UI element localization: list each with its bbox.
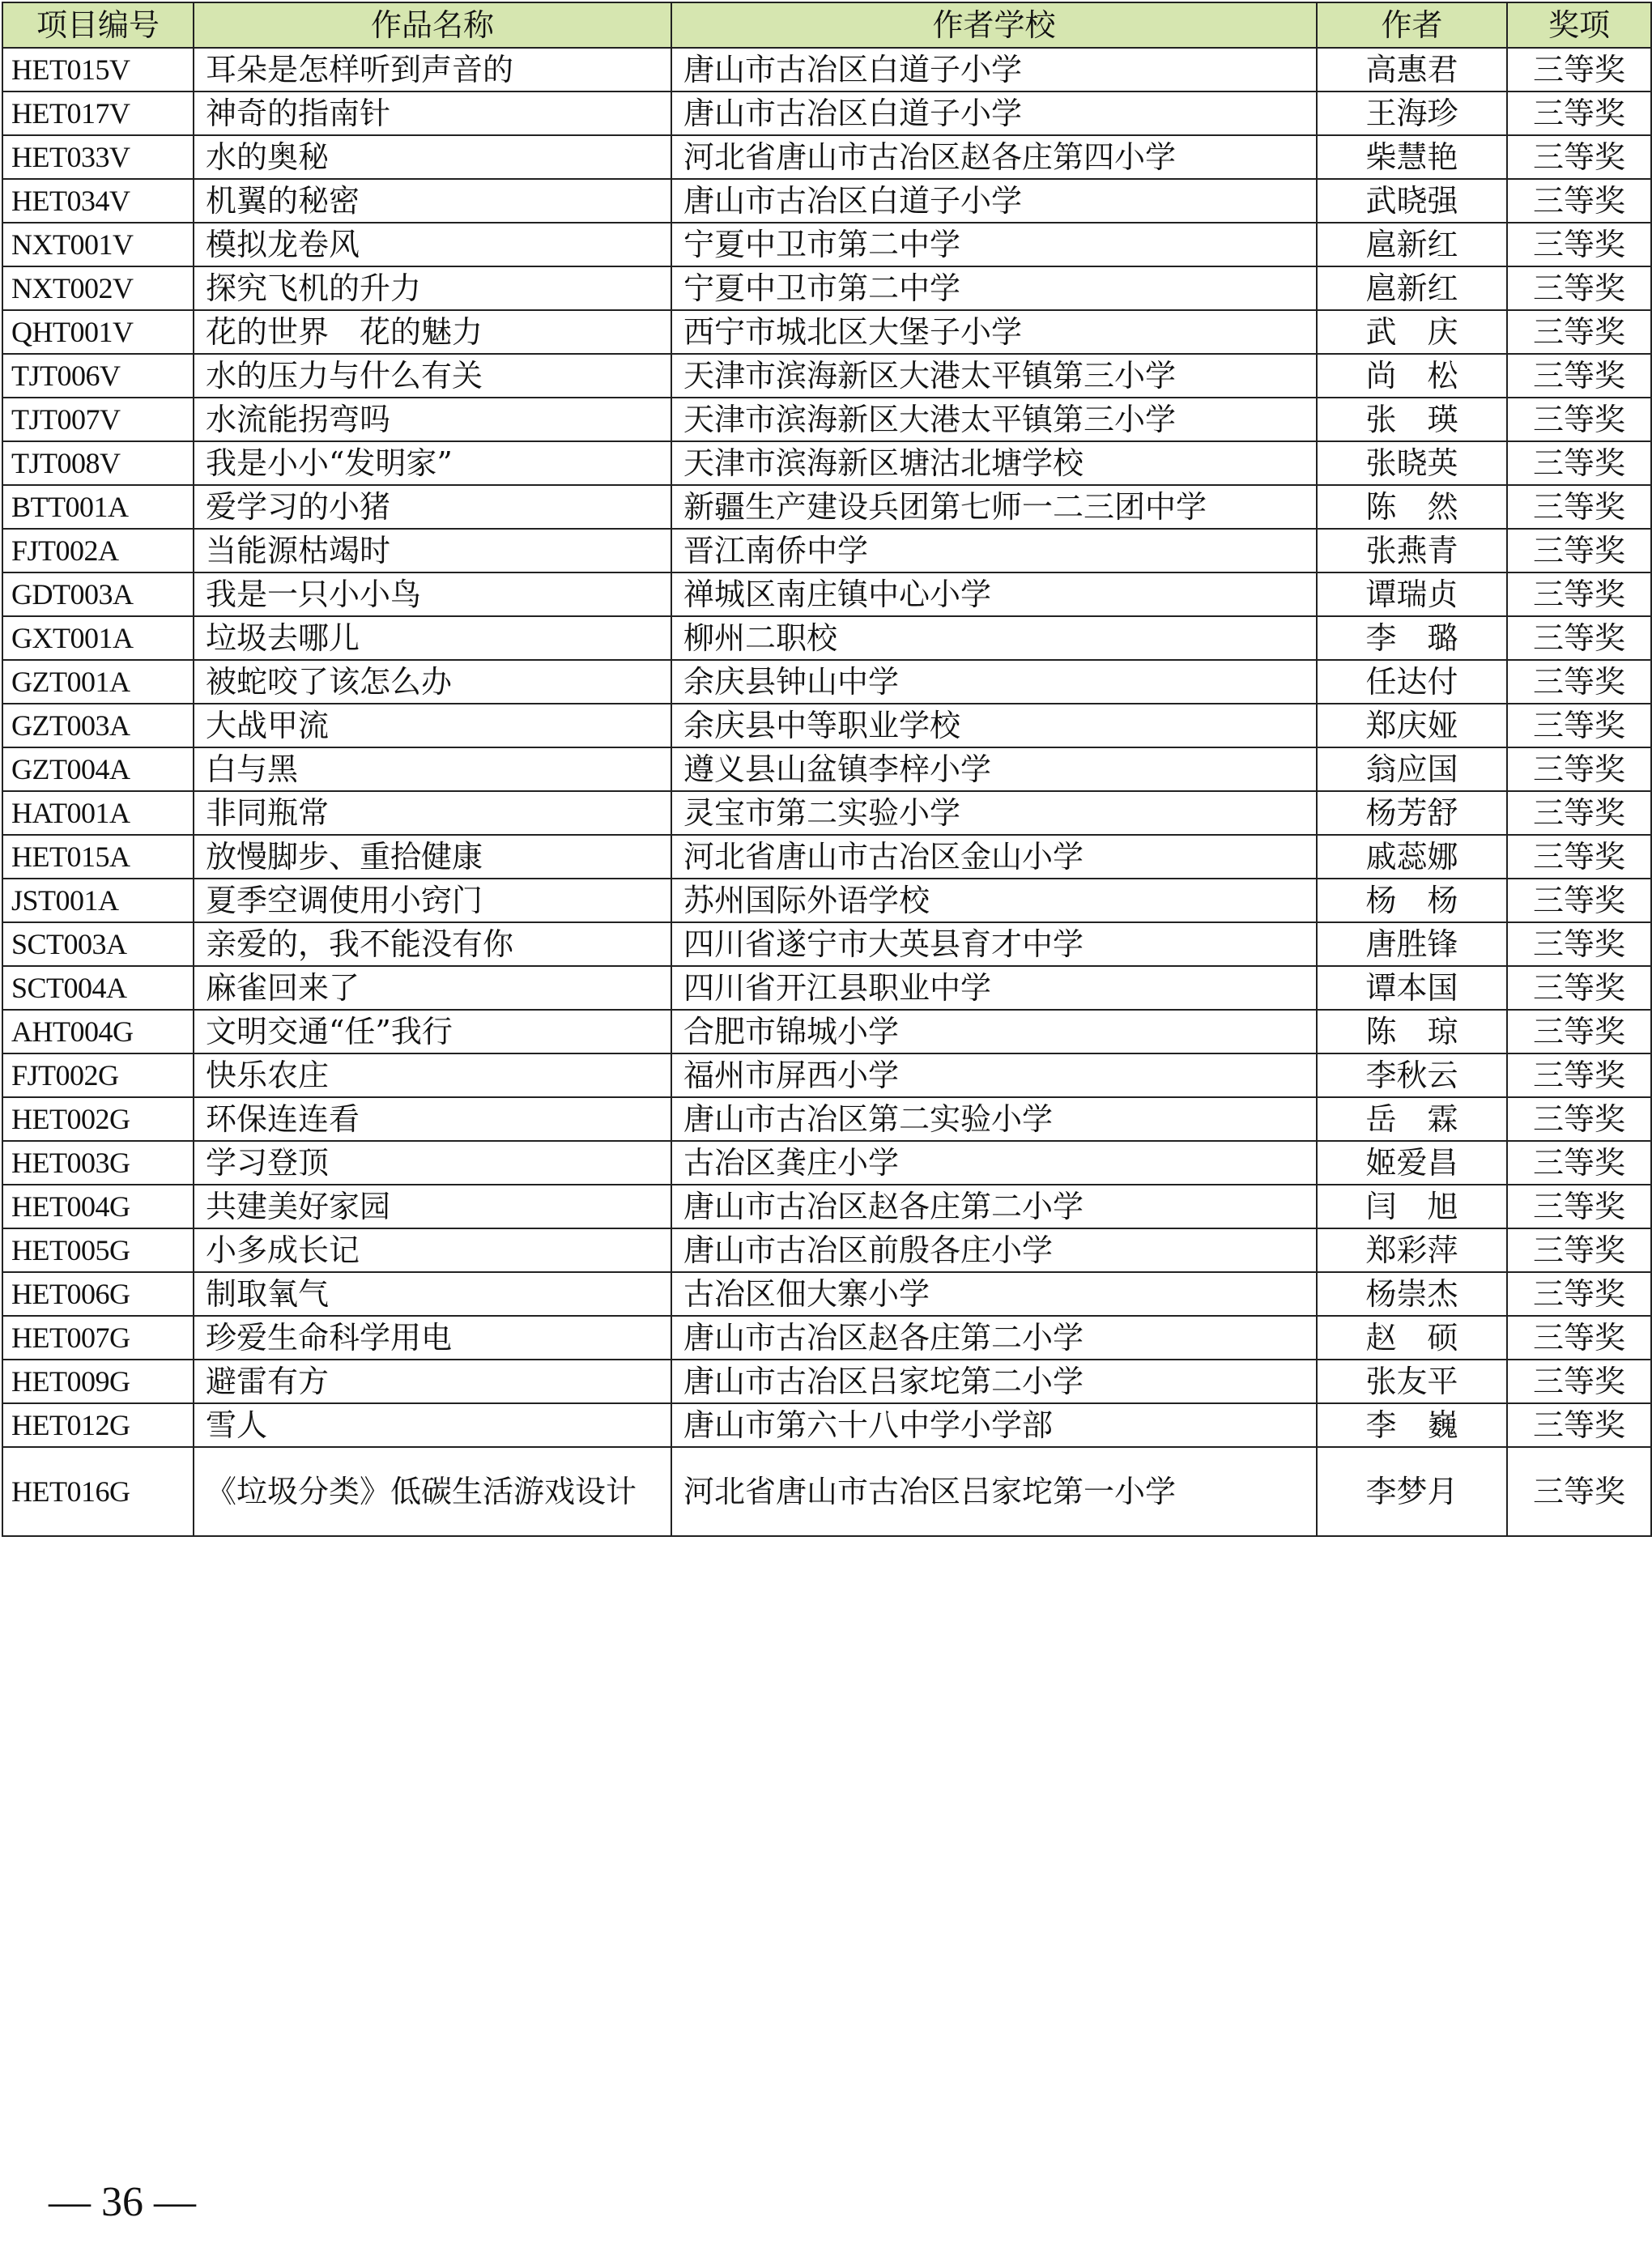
award-cell: 三等奖 (1507, 1447, 1651, 1536)
school-cell: 唐山市第六十八中学小学部 (671, 1403, 1317, 1447)
project-id-cell: TJT006V (2, 354, 194, 398)
school-cell: 天津市滨海新区大港太平镇第三小学 (671, 398, 1317, 441)
school-cell: 唐山市古冶区白道子小学 (671, 48, 1317, 92)
school-cell: 天津市滨海新区塘沽北塘学校 (671, 441, 1317, 485)
project-id-cell: JST001A (2, 879, 194, 922)
work-name-cell: 大战甲流 (194, 704, 671, 747)
table-row (2, 1053, 1651, 1097)
table-row (2, 922, 1651, 966)
award-cell: 三等奖 (1507, 616, 1651, 660)
project-id-cell: BTT001A (2, 485, 194, 529)
table-row (2, 704, 1651, 747)
school-cell: 苏州国际外语学校 (671, 879, 1317, 922)
school-cell: 余庆县中等职业学校 (671, 704, 1317, 747)
author-cell: 张晓英 (1317, 441, 1507, 485)
author-cell: 李 璐 (1317, 616, 1507, 660)
project-id-cell: QHT001V (2, 310, 194, 354)
school-cell: 河北省唐山市古冶区金山小学 (671, 835, 1317, 879)
author-cell: 扈新红 (1317, 223, 1507, 266)
project-id-cell: HET004G (2, 1185, 194, 1228)
school-cell: 古冶区佃大寨小学 (671, 1272, 1317, 1316)
school-cell: 四川省开江县职业中学 (671, 966, 1317, 1010)
award-cell: 三等奖 (1507, 266, 1651, 310)
award-cell: 三等奖 (1507, 441, 1651, 485)
author-cell: 武 庆 (1317, 310, 1507, 354)
header-award: 奖项 (1507, 2, 1651, 48)
author-cell: 郑庆娅 (1317, 704, 1507, 747)
author-cell: 张燕青 (1317, 529, 1507, 572)
work-name-cell: 水的奥秘 (194, 135, 671, 179)
project-id-cell: HET005G (2, 1228, 194, 1272)
table-row (2, 529, 1651, 572)
school-cell: 合肥市锦城小学 (671, 1010, 1317, 1053)
work-name-cell: 探究飞机的升力 (194, 266, 671, 310)
work-name-cell: 模拟龙卷风 (194, 223, 671, 266)
author-cell: 戚蕊娜 (1317, 835, 1507, 879)
award-cell: 三等奖 (1507, 48, 1651, 92)
award-cell: 三等奖 (1507, 747, 1651, 791)
author-cell: 李梦月 (1317, 1447, 1507, 1536)
author-cell: 任达付 (1317, 660, 1507, 704)
award-cell: 三等奖 (1507, 354, 1651, 398)
work-name-cell: 花的世界 花的魅力 (194, 310, 671, 354)
table-row (2, 485, 1651, 529)
author-cell: 杨崇杰 (1317, 1272, 1507, 1316)
project-id-cell: TJT008V (2, 441, 194, 485)
page-number: — 36 — (49, 2179, 196, 2225)
work-name-cell: 当能源枯竭时 (194, 529, 671, 572)
award-cell: 三等奖 (1507, 398, 1651, 441)
work-name-cell: 麻雀回来了 (194, 966, 671, 1010)
award-cell: 三等奖 (1507, 572, 1651, 616)
school-cell: 四川省遂宁市大英县育才中学 (671, 922, 1317, 966)
table-row (2, 879, 1651, 922)
school-cell: 西宁市城北区大堡子小学 (671, 310, 1317, 354)
award-cell: 三等奖 (1507, 1272, 1651, 1316)
project-id-cell: HET034V (2, 179, 194, 223)
school-cell: 唐山市古冶区前殷各庄小学 (671, 1228, 1317, 1272)
table-row (2, 441, 1651, 485)
school-cell: 古冶区龚庄小学 (671, 1141, 1317, 1185)
project-id-cell: HET002G (2, 1097, 194, 1141)
award-cell: 三等奖 (1507, 1403, 1651, 1447)
author-cell: 尚 松 (1317, 354, 1507, 398)
header-author: 作者 (1317, 2, 1507, 48)
header-author-school: 作者学校 (671, 2, 1317, 48)
work-name-cell: 我是小小“发明家” (194, 441, 671, 485)
work-name-cell: 环保连连看 (194, 1097, 671, 1141)
project-id-cell: HET007G (2, 1316, 194, 1360)
work-name-cell: 爱学习的小猪 (194, 485, 671, 529)
award-cell: 三等奖 (1507, 529, 1651, 572)
school-cell: 河北省唐山市古冶区吕家坨第一小学 (671, 1447, 1317, 1536)
author-cell: 张 瑛 (1317, 398, 1507, 441)
table-row (2, 747, 1651, 791)
project-id-cell: HET009G (2, 1360, 194, 1403)
author-cell: 杨芳舒 (1317, 791, 1507, 835)
award-cell: 三等奖 (1507, 485, 1651, 529)
work-name-cell: 文明交通“任”我行 (194, 1010, 671, 1053)
table-row (2, 1447, 1651, 1536)
award-cell: 三等奖 (1507, 1228, 1651, 1272)
work-name-cell: 雪人 (194, 1403, 671, 1447)
table-body (2, 48, 1651, 1536)
award-cell: 三等奖 (1507, 1053, 1651, 1097)
table-row (2, 1141, 1651, 1185)
school-cell: 唐山市古冶区赵各庄第二小学 (671, 1185, 1317, 1228)
table-row (2, 398, 1651, 441)
award-cell: 三等奖 (1507, 835, 1651, 879)
project-id-cell: GZT004A (2, 747, 194, 791)
award-cell: 三等奖 (1507, 1097, 1651, 1141)
author-cell: 郑彩萍 (1317, 1228, 1507, 1272)
school-cell: 河北省唐山市古冶区赵各庄第四小学 (671, 135, 1317, 179)
project-id-cell: HET015A (2, 835, 194, 879)
table-row (2, 791, 1651, 835)
project-id-cell: HET012G (2, 1403, 194, 1447)
work-name-cell: 避雷有方 (194, 1360, 671, 1403)
table-row (2, 1316, 1651, 1360)
author-cell: 谭本国 (1317, 966, 1507, 1010)
table-row (2, 223, 1651, 266)
table-row (2, 135, 1651, 179)
award-cell: 三等奖 (1507, 1141, 1651, 1185)
work-name-cell: 快乐农庄 (194, 1053, 671, 1097)
work-name-cell: 学习登顶 (194, 1141, 671, 1185)
project-id-cell: HET006G (2, 1272, 194, 1316)
table-row (2, 354, 1651, 398)
header-project-id: 项目编号 (2, 2, 194, 48)
author-cell: 陈 琼 (1317, 1010, 1507, 1053)
author-cell: 高惠君 (1317, 48, 1507, 92)
project-id-cell: GZT003A (2, 704, 194, 747)
table-row (2, 966, 1651, 1010)
award-cell: 三等奖 (1507, 92, 1651, 135)
award-cell: 三等奖 (1507, 1010, 1651, 1053)
author-cell: 唐胜锋 (1317, 922, 1507, 966)
work-name-cell: 非同瓶常 (194, 791, 671, 835)
author-cell: 李 巍 (1317, 1403, 1507, 1447)
school-cell: 灵宝市第二实验小学 (671, 791, 1317, 835)
project-id-cell: TJT007V (2, 398, 194, 441)
school-cell: 唐山市古冶区白道子小学 (671, 179, 1317, 223)
project-id-cell: FJT002G (2, 1053, 194, 1097)
author-cell: 赵 硕 (1317, 1316, 1507, 1360)
project-id-cell: SCT003A (2, 922, 194, 966)
table-row (2, 179, 1651, 223)
project-id-cell: GDT003A (2, 572, 194, 616)
award-cell: 三等奖 (1507, 879, 1651, 922)
author-cell: 王海珍 (1317, 92, 1507, 135)
project-id-cell: HET033V (2, 135, 194, 179)
author-cell: 闫 旭 (1317, 1185, 1507, 1228)
table-row (2, 1360, 1651, 1403)
work-name-cell: 垃圾去哪儿 (194, 616, 671, 660)
project-id-cell: GZT001A (2, 660, 194, 704)
author-cell: 扈新红 (1317, 266, 1507, 310)
author-cell: 柴慧艳 (1317, 135, 1507, 179)
project-id-cell: HAT001A (2, 791, 194, 835)
school-cell: 遵义县山盆镇李梓小学 (671, 747, 1317, 791)
project-id-cell: NXT002V (2, 266, 194, 310)
work-name-cell: 机翼的秘密 (194, 179, 671, 223)
project-id-cell: HET016G (2, 1447, 194, 1536)
school-cell: 唐山市古冶区吕家坨第二小学 (671, 1360, 1317, 1403)
work-name-cell: 共建美好家园 (194, 1185, 671, 1228)
project-id-cell: HET015V (2, 48, 194, 92)
school-cell: 余庆县钟山中学 (671, 660, 1317, 704)
school-cell: 晋江南侨中学 (671, 529, 1317, 572)
work-name-cell: 水流能拐弯吗 (194, 398, 671, 441)
work-name-cell: 《垃圾分类》低碳生活游戏设计 (194, 1447, 671, 1536)
award-cell: 三等奖 (1507, 135, 1651, 179)
work-name-cell: 亲爱的，我不能没有你 (194, 922, 671, 966)
award-cell: 三等奖 (1507, 310, 1651, 354)
work-name-cell: 水的压力与什么有关 (194, 354, 671, 398)
school-cell: 宁夏中卫市第二中学 (671, 266, 1317, 310)
school-cell: 天津市滨海新区大港太平镇第三小学 (671, 354, 1317, 398)
project-id-cell: HET017V (2, 92, 194, 135)
author-cell: 岳 霖 (1317, 1097, 1507, 1141)
school-cell: 福州市屏西小学 (671, 1053, 1317, 1097)
author-cell: 谭瑞贞 (1317, 572, 1507, 616)
work-name-cell: 珍爱生命科学用电 (194, 1316, 671, 1360)
work-name-cell: 耳朵是怎样听到声音的 (194, 48, 671, 92)
school-cell: 唐山市古冶区赵各庄第二小学 (671, 1316, 1317, 1360)
award-cell: 三等奖 (1507, 1360, 1651, 1403)
school-cell: 新疆生产建设兵团第七师一二三团中学 (671, 485, 1317, 529)
author-cell: 李秋云 (1317, 1053, 1507, 1097)
award-cell: 三等奖 (1507, 660, 1651, 704)
award-cell: 三等奖 (1507, 179, 1651, 223)
author-cell: 翁应国 (1317, 747, 1507, 791)
work-name-cell: 夏季空调使用小窍门 (194, 879, 671, 922)
author-cell: 杨 杨 (1317, 879, 1507, 922)
work-name-cell: 白与黑 (194, 747, 671, 791)
project-id-cell: GXT001A (2, 616, 194, 660)
table-row (2, 1185, 1651, 1228)
school-cell: 禅城区南庄镇中心小学 (671, 572, 1317, 616)
work-name-cell: 放慢脚步、重拾健康 (194, 835, 671, 879)
author-cell: 张友平 (1317, 1360, 1507, 1403)
table-row (2, 266, 1651, 310)
award-cell: 三等奖 (1507, 791, 1651, 835)
table-header (2, 2, 1651, 48)
award-table (2, 2, 1652, 1537)
table-row (2, 572, 1651, 616)
work-name-cell: 小多成长记 (194, 1228, 671, 1272)
table-row (2, 1097, 1651, 1141)
project-id-cell: HET003G (2, 1141, 194, 1185)
project-id-cell: FJT002A (2, 529, 194, 572)
table-row (2, 1010, 1651, 1053)
table-row (2, 1403, 1651, 1447)
header-row (2, 2, 1651, 48)
award-cell: 三等奖 (1507, 1185, 1651, 1228)
school-cell: 柳州二职校 (671, 616, 1317, 660)
project-id-cell: SCT004A (2, 966, 194, 1010)
table-row (2, 616, 1651, 660)
award-cell: 三等奖 (1507, 966, 1651, 1010)
author-cell: 武晓强 (1317, 179, 1507, 223)
table-row (2, 835, 1651, 879)
award-cell: 三等奖 (1507, 922, 1651, 966)
table-row (2, 92, 1651, 135)
work-name-cell: 我是一只小小鸟 (194, 572, 671, 616)
table-row (2, 660, 1651, 704)
table-row (2, 48, 1651, 92)
award-cell: 三等奖 (1507, 704, 1651, 747)
school-cell: 唐山市古冶区白道子小学 (671, 92, 1317, 135)
work-name-cell: 神奇的指南针 (194, 92, 671, 135)
school-cell: 宁夏中卫市第二中学 (671, 223, 1317, 266)
award-cell: 三等奖 (1507, 223, 1651, 266)
project-id-cell: NXT001V (2, 223, 194, 266)
work-name-cell: 制取氧气 (194, 1272, 671, 1316)
author-cell: 陈 然 (1317, 485, 1507, 529)
school-cell: 唐山市古冶区第二实验小学 (671, 1097, 1317, 1141)
author-cell: 姬爱昌 (1317, 1141, 1507, 1185)
table-row (2, 310, 1651, 354)
award-cell: 三等奖 (1507, 1316, 1651, 1360)
table-row (2, 1272, 1651, 1316)
project-id-cell: AHT004G (2, 1010, 194, 1053)
header-work-name: 作品名称 (194, 2, 671, 48)
table-row (2, 1228, 1651, 1272)
work-name-cell: 被蛇咬了该怎么办 (194, 660, 671, 704)
